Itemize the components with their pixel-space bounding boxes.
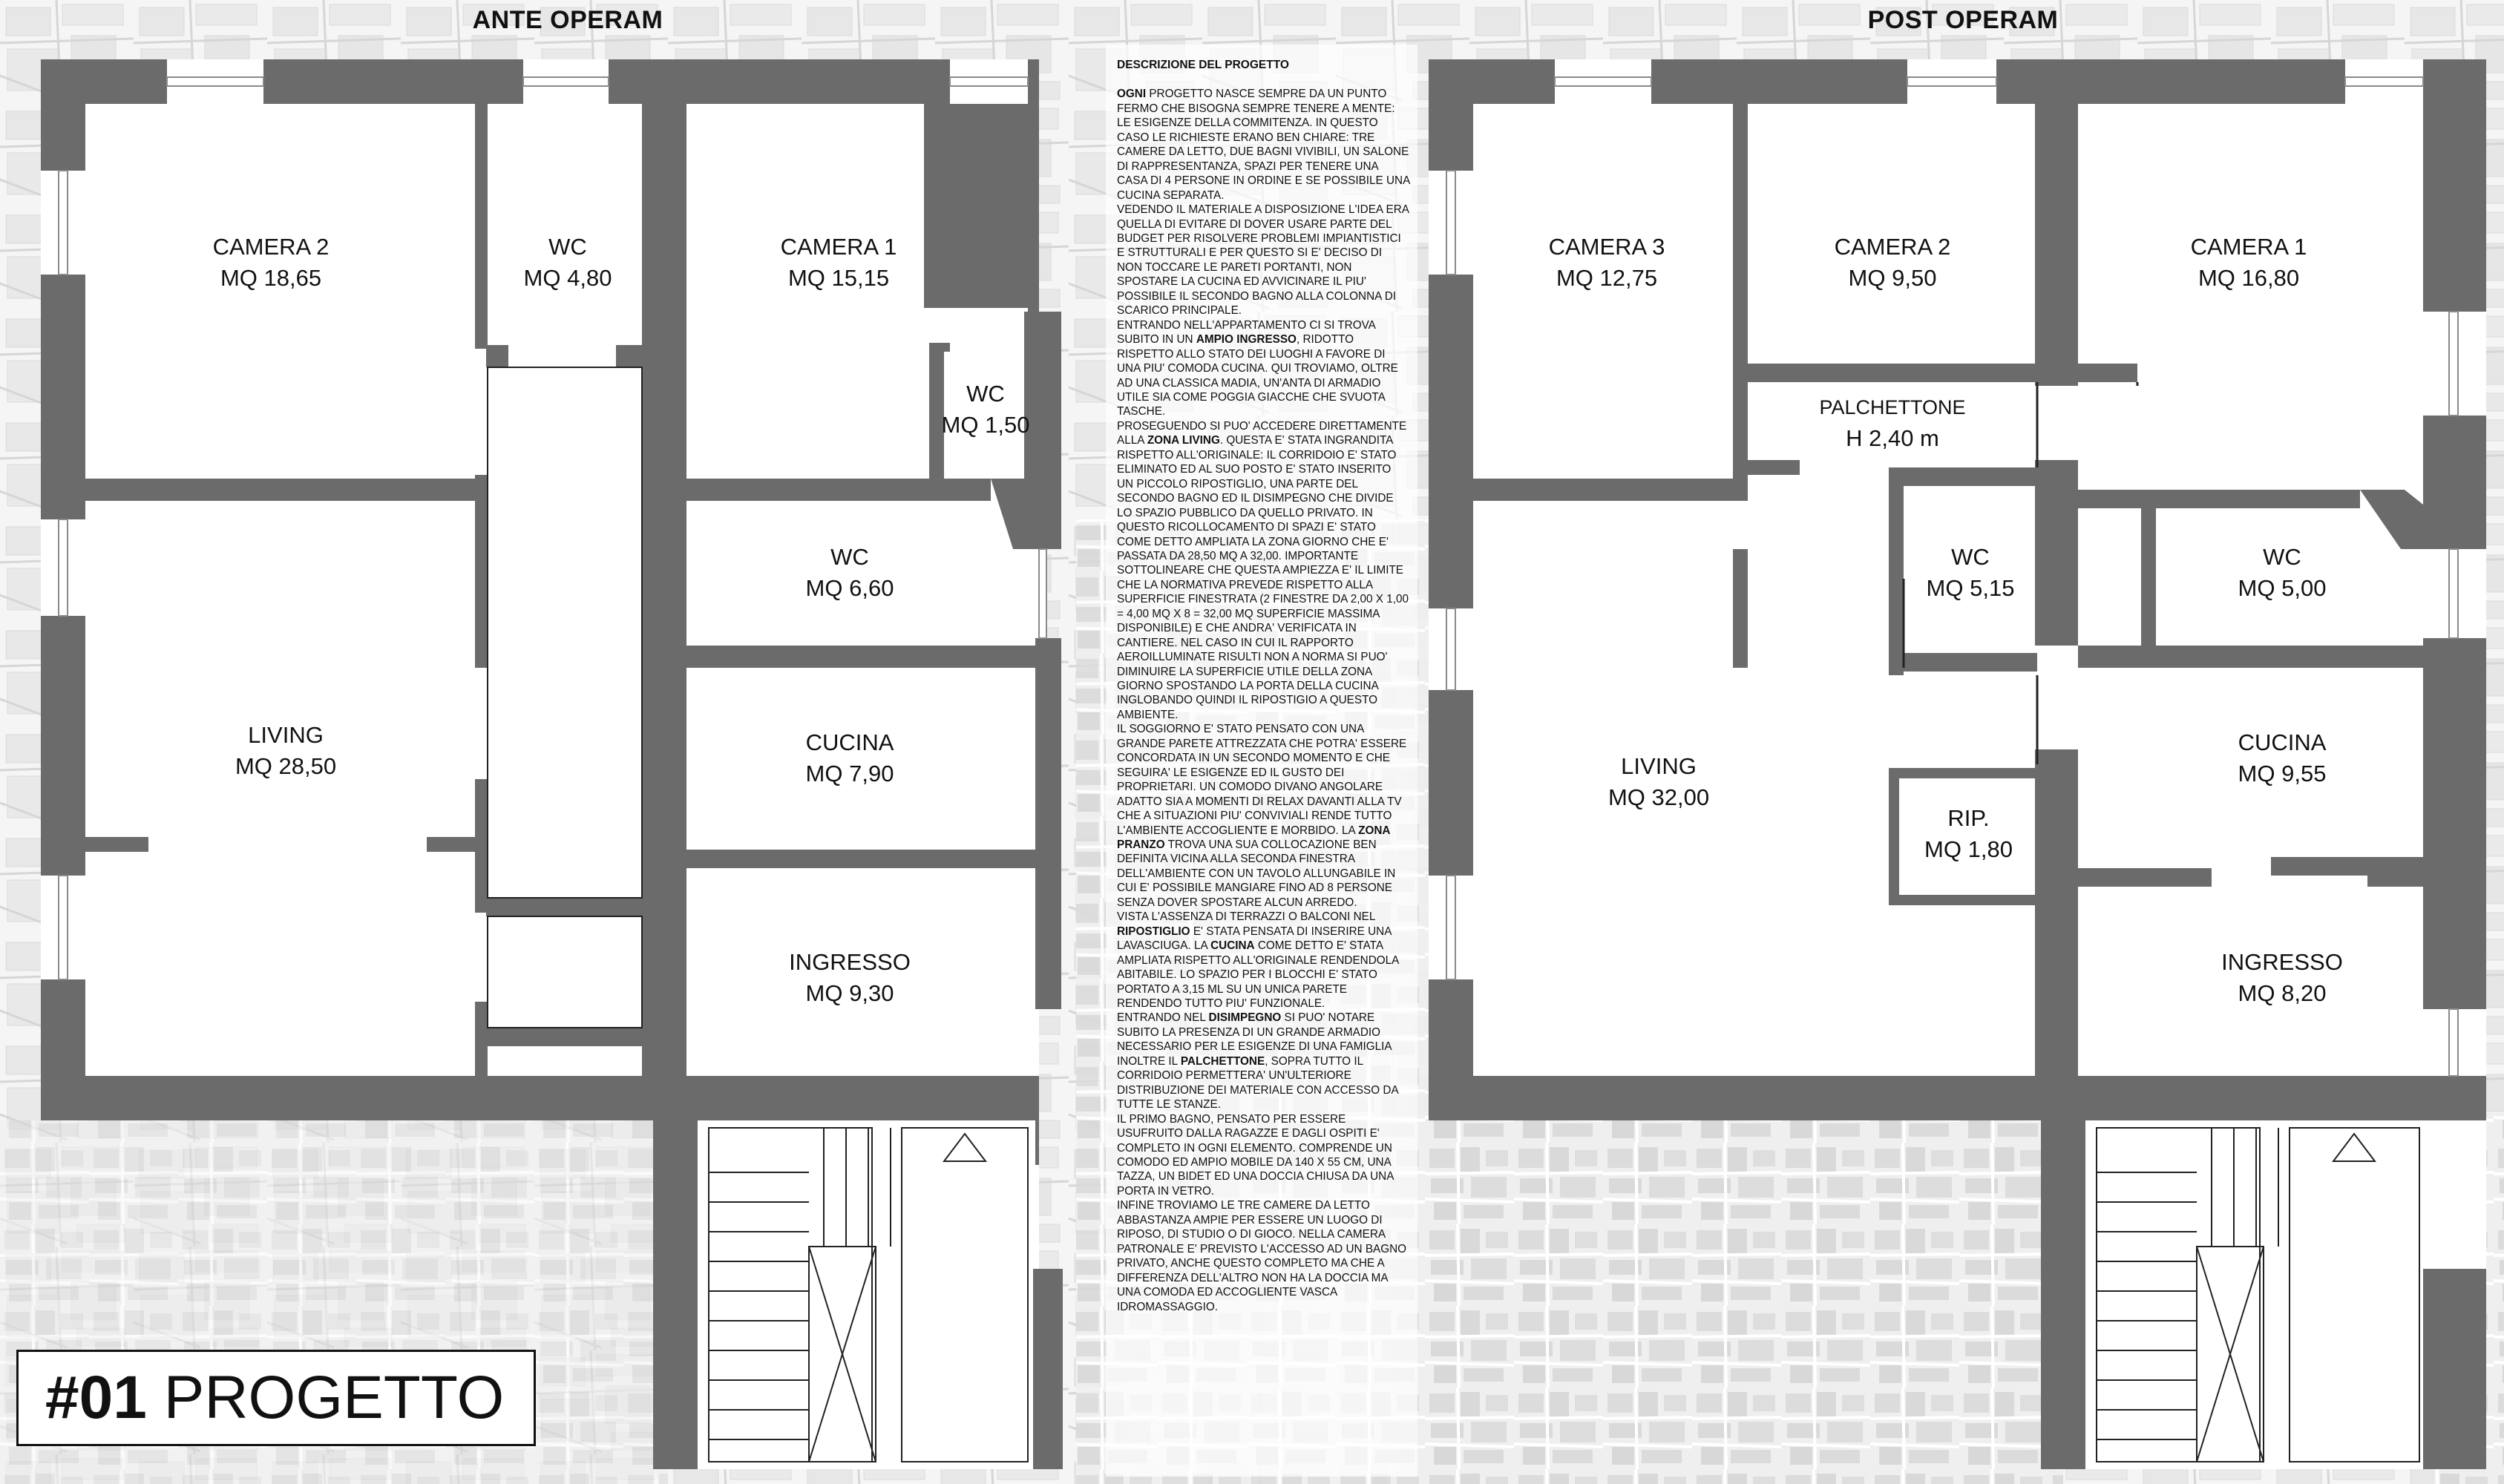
- wall: [1733, 549, 1748, 668]
- wall: [2423, 416, 2486, 549]
- description-text: VISTA L'ASSENZA DI TERRAZZI O BALCONI NEL: [1117, 910, 1375, 924]
- window: [950, 77, 1028, 86]
- wall: [1748, 460, 1800, 475]
- description-text: PROSEGUENDO SI PUO' ACCEDERE DIRETTAMENTE ALLA: [1117, 419, 1407, 447]
- window: [1446, 608, 1455, 690]
- description-paragraph: [1117, 1112, 1410, 1199]
- description-text: ENTRANDO NEL: [1117, 1011, 1209, 1025]
- wall: [2035, 460, 2078, 646]
- wall: [2423, 59, 2486, 312]
- window: [1039, 549, 1046, 638]
- description-text: TROVA UNA SUA COLLOCAZIONE BEN DEFINITA VICINA ALLA SECONDA FINESTRA DELL'AMBIENTE CON UN TAVOLO ALLUNGABILE IN CUI E' POSSIBILE MANGIARE FINO AD 8 PERSONE SENZA DOVER SPOSTARE ALCUN ARREDO.: [1117, 838, 1396, 909]
- description-text: . QUESTA E' STATA INGRANDITA RISPETTO ALL'ORIGINALE: IL CORRIDOIO E' STATO ELIMINATO ED AL SUO POSTO E' STATO INSERITO UN PICCOLO RIPOSTIGLIO, UNA PARTE DEL SECONDO BAGNO ED IL DISIMPEGNO CHE DIVIDE LO SPAZIO PUBBLICO DA QUELLO PRIVATO. IN QUESTO RICOLLOCAMENTO DI SPAZI E' STATO COME DETTO AMPLIATA LA ZONA GIORNO CHE E' PASSATA DA 28,50 MQ A 32,00. IMPORTANTE SOTTOLINEARE CHE QUESTA AMPIEZZA E' IL LIMITE CHE LA NORMATIVA PREVEDE RISPETTO ALLA SUPERFICIE FINESTRATA (2 FINESTRE DA 2,00 X 1,00 = 4,00 MQ X 8 = 32,00 MQ SUPERFICIE MASSIMA DISPONIBILE) E CHE ANDRA' VERIFICATA IN CANTIERE. NEL CASO IN CUI IL RAPPORTO AEROILLUMINATE RISULTI NON A NORMA SI PUO' DIMINUIRE LA SUPERFICIE UTILE DELLA ZONA GIORNO SPOSTANDO LA PORTA DELLA CUCINA INGLOBANDO QUINDI IL RIPOSTIGIO A QUESTO AMBIENTE.: [1117, 434, 1409, 721]
- wall: [475, 1002, 488, 1076]
- room-label: [148, 720, 423, 782]
- room-label: [1907, 542, 2033, 604]
- wall: [2141, 490, 2156, 653]
- room-area: MQ 9,50: [1848, 265, 1937, 291]
- project-description: [1117, 58, 1410, 1468]
- post-operam-title: POST OPERAM: [1867, 6, 2059, 34]
- wall: [1651, 59, 1907, 104]
- wall: [1889, 768, 1899, 905]
- wall: [1748, 364, 2037, 382]
- window: [2449, 312, 2458, 416]
- description-text: , RIDOTTO RISPETTO ALLO STATO DEI LUOGHI A FAVORE DI UNA PIU' COMODA CUCINA. QUI TROVIAMO, OLTRE AD UNA CLASSICA MADIA, UN'ANTA DI ARMADIO UTILE SIA COME POGGIA GIACCHE CHE SVUOTA TASCHE.: [1117, 333, 1398, 418]
- room-label: [141, 232, 401, 294]
- wall: [41, 59, 85, 171]
- room-area: MQ 1,50: [941, 412, 1030, 438]
- window: [59, 519, 68, 616]
- wall: [2078, 490, 2160, 508]
- room-area: MQ 28,50: [235, 753, 337, 779]
- description-paragraph: [1117, 203, 1410, 318]
- room-label: [2137, 232, 2360, 294]
- window: [1446, 171, 1455, 275]
- wall: [1889, 768, 2037, 778]
- window: [1907, 77, 1996, 86]
- description-paragraph: [1117, 419, 1410, 723]
- wall: [41, 275, 85, 519]
- wall: [1889, 467, 1904, 675]
- room-label: [490, 232, 646, 294]
- wall: [41, 616, 85, 876]
- description-text: IL SOGGIORNO E' STATO PENSATO CON UNA GRANDE PARETE ATTREZZATA CHE POTRA' ESSERE CONCORDATA IN UN SECONDO MOMENTO E CHE SEGUIRA' LE ESIGENZE ED IL GUSTO DEI PROPRIETARI. UN COMODO DIVANO ANGOLARE ADATTO SIA A MOMENTI DI RELAX DAVANTI ALLA TV CHE A SITUAZIONI PIU' CONVIVIALI RENDE TUTTO L'AMBIENTE ACCOGLIENTE E MORBIDO. LA: [1117, 723, 1407, 837]
- wall: [486, 345, 508, 367]
- room-name: WC: [1951, 544, 1990, 570]
- room-label: [735, 727, 965, 789]
- description-text: PROGETTO NASCE SEMPRE DA UN PUNTO FERMO CHE BISOGNA SEMPRE TENERE A MENTE: LE ESIGENZE DELLA COMMITENZA. IN QUESTO CASO LE RICHIESTE ERANO BEN CHIARE: TRE CAMERE DA LETTO, DUE BAGNI VIVIBILI, UN SALONE DI RAPPRESENTANZA, SPAZI PER TENERE UNA CASA DI 4 PERSONE IN ORDINE E SE POSSIBILE UNA CUCINA SEPARATA.: [1117, 88, 1410, 202]
- wall: [1996, 59, 2345, 104]
- wall: [686, 479, 991, 501]
- description-title: DESCRIZIONE DEL PROGETTO: [1117, 59, 1289, 71]
- room-label: [1507, 232, 1707, 294]
- room-area: MQ 18,65: [220, 265, 322, 291]
- description-paragraph: [1117, 87, 1410, 203]
- wall: [2423, 638, 2486, 1009]
- room-area: MQ 32,00: [1607, 784, 1710, 810]
- wall: [2078, 364, 2137, 382]
- ante-operam-title: ANTE OPERAM: [472, 6, 663, 34]
- room-label: [1904, 803, 2033, 865]
- description-text: ENTRANDO NELL'APPARTAMENTO CI SI TROVA SUBITO IN UN: [1117, 318, 1376, 347]
- description-keyword: AMPIO INGRESSO: [1196, 333, 1297, 347]
- window: [2345, 77, 2423, 86]
- room-name: PALCHETTONE: [1819, 396, 1966, 418]
- wall: [642, 104, 686, 1076]
- room-name: RIP.: [1947, 805, 1990, 831]
- wall: [85, 837, 148, 852]
- wall: [2041, 1120, 2085, 1469]
- wall: [2078, 868, 2212, 887]
- wall: [1033, 1269, 1063, 1469]
- room-area: MQ 16,80: [2197, 265, 2300, 291]
- room-label: [1781, 232, 2004, 294]
- wall: [609, 59, 950, 104]
- room-area: MQ 12,75: [1556, 265, 1658, 291]
- project-badge: [16, 1350, 536, 1446]
- wall: [2423, 1269, 2486, 1469]
- room-label: [735, 947, 965, 1009]
- room-name: CAMERA 2: [1834, 234, 1951, 260]
- wall: [2035, 104, 2078, 386]
- wall: [1035, 638, 1061, 1009]
- room-name: WC: [830, 544, 869, 570]
- wall: [1889, 653, 2037, 672]
- wall: [486, 898, 642, 916]
- description-text: COME DETTO E' STATA AMPLIATA RISPETTO ALL'ORIGINALE RENDENDOLA ABITABILE. LO SPAZIO PER I BLOCCHI E' STATO PORTATO A 3,15 ML SU UN UNICA PARETE RENDENDO TUTTO PIU' FUNZIONALE.: [1117, 939, 1399, 1010]
- room-label: [1544, 751, 1774, 813]
- room-label: [2167, 542, 2397, 604]
- room-label: [1781, 392, 2004, 454]
- wall: [929, 343, 950, 352]
- description-text: IL PRIMO BAGNO, PENSATO PER ESSERE USUFRUITO DALLA RAGAZZE E DAGLI OSPITI E' COMPLETO IN OGNI ELEMENTO. COMPRENDE UN COMODO ED AMPIO MOBILE DA 140 X 55 CM, UNA TAZZA, UN BIDET ED UNA DOCCIA CHIUSA DA UNA PORTA IN VETRO.: [1117, 1112, 1394, 1198]
- room-name: CUCINA: [805, 729, 894, 755]
- room-area: MQ 8,20: [2238, 980, 2327, 1006]
- description-keyword: ZONA PRANZO: [1117, 824, 1390, 852]
- description-keyword: PALCHETTONE: [1180, 1054, 1265, 1068]
- wall: [686, 850, 1035, 868]
- wall: [1889, 895, 2037, 905]
- room-area: MQ 9,55: [2238, 761, 2327, 787]
- room-label: [735, 542, 965, 604]
- description-paragraph: [1117, 910, 1410, 1011]
- wall: [2152, 490, 2360, 508]
- room-area: H 2,40 m: [1846, 425, 1939, 451]
- room-name: CAMERA 1: [780, 234, 897, 260]
- badge-number: #01: [45, 1364, 147, 1431]
- wall: [475, 475, 488, 668]
- wall: [1429, 59, 1473, 171]
- window: [59, 171, 68, 275]
- description-text: E' STATA PENSATA DI INSERIRE UNA LAVASCIUGA. LA: [1117, 925, 1392, 953]
- description-keyword: ZONA LIVING: [1147, 434, 1220, 447]
- wall: [263, 59, 523, 104]
- description-paragraph: [1117, 318, 1410, 419]
- room-area: MQ 5,15: [1926, 575, 2015, 601]
- room-area: MQ 6,60: [805, 575, 894, 601]
- room-name: WC: [548, 234, 587, 260]
- room-name: LIVING: [1621, 753, 1697, 779]
- wall: [653, 1120, 698, 1469]
- window: [167, 77, 263, 86]
- description-text: VEDENDO IL MATERIALE A DISPOSIZIONE L'IDEA ERA QUELLA DI EVITARE DI DOVER USARE PARTE DEL BUDGET PER RISOLVERE PROBLEMI IMPIANTISTICI E STRUTTURALI E PER QUESTO SI E' DECISO DI NON TOCCARE LE PARETI PORTANTI, NON SPOSTARE LA CUCINA ED AVVICINARE IL PIU' POSSIBILE IL SECONDO BAGNO ALLA COLONNA DI SCARICO PRINCIPALE.: [1117, 203, 1409, 318]
- wall: [1429, 275, 1473, 608]
- room-area: MQ 4,80: [523, 265, 612, 291]
- wall: [616, 345, 642, 367]
- room-area: MQ 15,15: [787, 265, 890, 291]
- room-area: MQ 1,80: [1924, 836, 2013, 862]
- description-keyword: OGNI: [1117, 88, 1147, 101]
- wall: [427, 837, 486, 852]
- wall: [1733, 104, 1748, 490]
- wall: [1028, 59, 1039, 312]
- room-name: CAMERA 2: [212, 234, 330, 260]
- room-name: CUCINA: [2238, 729, 2327, 755]
- window: [2449, 549, 2458, 638]
- badge-word: PROGETTO: [163, 1364, 505, 1431]
- wall: [2078, 646, 2423, 668]
- room-name: INGRESSO: [789, 949, 911, 975]
- room-name: WC: [966, 381, 1005, 407]
- window: [59, 876, 68, 979]
- wall: [1035, 1120, 1039, 1165]
- room-label: [2167, 727, 2397, 789]
- description-paragraph: [1117, 722, 1410, 910]
- room-name: LIVING: [248, 722, 324, 748]
- map-background-dense: [1395, 1113, 2063, 1484]
- room-label: [735, 232, 943, 294]
- wall: [686, 646, 1035, 668]
- wall: [1429, 690, 1473, 876]
- wall: [2035, 749, 2078, 1076]
- wall: [1035, 312, 1061, 549]
- description-keyword: DISIMPEGNO: [1208, 1011, 1282, 1025]
- description-paragraph: [1117, 1198, 1410, 1314]
- wall: [486, 1028, 642, 1046]
- description-text: , SOPRA TUTTO IL CORRIDOIO PERMETTERA' UN'ULTERIORE DISTRIBUZIONE DEI MATERIALE CON ACCESSO DA TUTTE LE STANZE.: [1117, 1054, 1398, 1112]
- room-label: [934, 378, 1038, 441]
- room-area: MQ 9,30: [805, 980, 894, 1006]
- room-name: INGRESSO: [2221, 949, 2343, 975]
- room-name: CAMERA 3: [1548, 234, 1665, 260]
- description-keyword: RIPOSTIGLIO: [1117, 925, 1190, 938]
- wall: [1473, 479, 1748, 501]
- room-area: MQ 7,90: [805, 761, 894, 787]
- wall: [85, 479, 486, 501]
- wall: [475, 104, 488, 349]
- window: [523, 77, 609, 86]
- wall: [2367, 857, 2423, 887]
- description-paragraph: [1117, 1011, 1410, 1112]
- description-text: SI PUO' NOTARE SUBITO LA PRESENZA DI UN GRANDE ARMADIO NECESSARIO PER LE ESIGENZE DI UNA FAMIGLIA INOLTRE IL: [1117, 1011, 1392, 1068]
- room-label: [2167, 947, 2397, 1009]
- wall: [41, 1076, 1039, 1120]
- window: [1446, 876, 1455, 979]
- window: [2449, 1009, 2458, 1076]
- room-name: WC: [2263, 544, 2301, 570]
- room-area: MQ 5,00: [2238, 575, 2327, 601]
- description-text: INFINE TROVIAMO LE TRE CAMERE DA LETTO ABBASTANZA AMPIE PER ESSERE UN LUOGO DI RIPOSO, DI STUDIO O DI GIOCO. NELLA CAMERA PATRONALE E' PREVISTO L'ACCESSO AD UN BAGNO PRIVATO, ANCHE QUESTO COMPLETO MA CHE A DIFFERENZA DELL'ALTRO NON HA LA DOCCIA MA UNA COMODA ED ACCOGLIENTE VASCA IDROMASSAGGIO.: [1117, 1199, 1407, 1313]
- wall: [1889, 467, 2037, 486]
- wall: [1429, 1076, 2486, 1120]
- description-keyword: CUCINA: [1210, 939, 1255, 953]
- room-name: CAMERA 1: [2190, 234, 2307, 260]
- window: [1555, 77, 1651, 86]
